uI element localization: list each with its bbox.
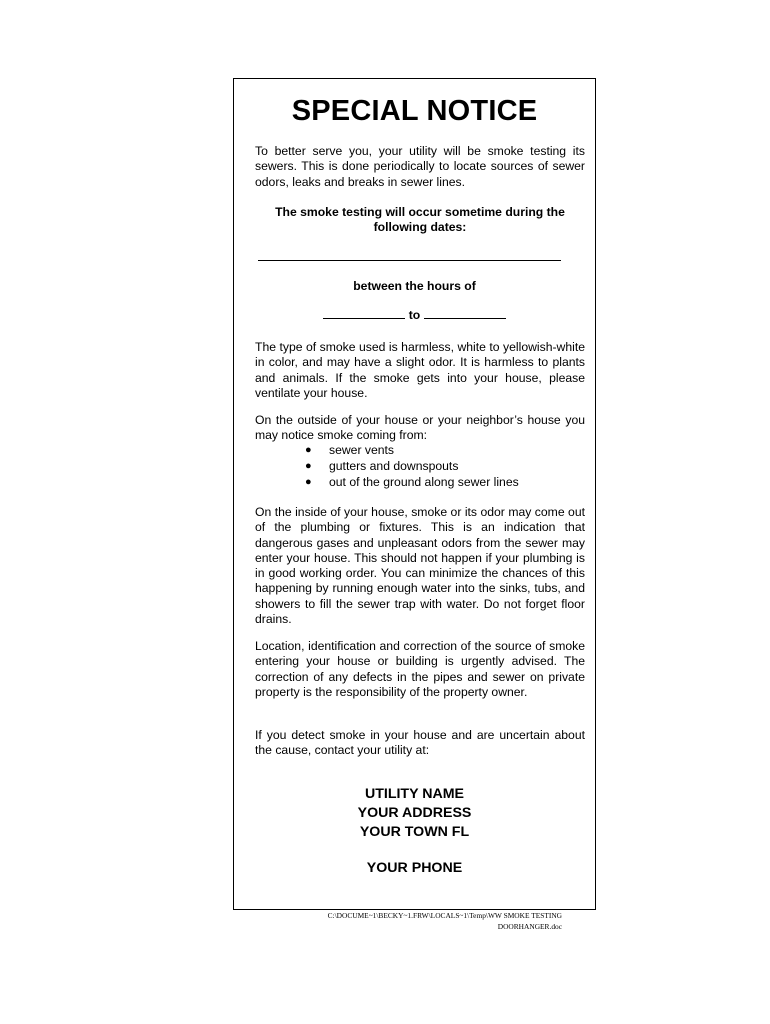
notice-box <box>233 78 596 910</box>
footer-path-line1: C:\DOCUME~1\BECKY~1.FRW\LOCALS~1\Temp\WW SMOKE TESTING <box>327 911 562 920</box>
utility-phone: YOUR PHONE <box>366 860 463 876</box>
inside-paragraph: On the inside of your house, smoke or its odor may come out of the plumbing or fixtures. This is an indication that dangerous gases and unpleasant odors from the sewer may enter your house. This should not happen if your plumbing is in good working order. You can minimize the chances of this happening by running enough water into the sinks, tubs, and showers to fill the sewer trap with water. Do not forget floor drains. <box>255 505 585 627</box>
bullet-icon: ● <box>305 459 312 472</box>
dates-heading: The smoke testing will occur sometime during the following dates: <box>275 205 565 235</box>
footer-file-path <box>300 911 562 932</box>
bullet-icon: ● <box>305 444 312 456</box>
hours-to-label: to <box>408 308 421 322</box>
utility-name: UTILITY NAME <box>364 786 465 802</box>
hours-label: between the hours of <box>353 279 476 293</box>
dates-blank-line <box>258 260 561 261</box>
list-item: ● sewer vents <box>305 443 395 457</box>
list-item: ● out of the ground along sewer lines <box>305 474 519 489</box>
bullet-icon: ● <box>305 475 312 488</box>
outside-intro-paragraph: On the outside of your house or your neighbor’s house you may notice smoke coming from: <box>255 413 585 443</box>
utility-town: YOUR TOWN FL <box>359 824 470 840</box>
smoke-type-paragraph: The type of smoke used is harmless, white to yellowish-white in color, and may have a slight odor. It is harmless to plants and animals. If the smoke gets into your house, please ventilate your house. <box>255 340 585 400</box>
footer-path-line2: DOORHANGER.doc <box>497 921 562 931</box>
intro-paragraph: To better serve you, your utility will be smoke testing its sewers. This is done periodically to locate sources of sewer odors, leaks and breaks in sewer lines. <box>255 144 585 189</box>
list-item: ● gutters and downspouts <box>305 458 459 473</box>
utility-address: YOUR ADDRESS <box>357 805 472 821</box>
hours-range <box>234 308 595 322</box>
location-paragraph: Location, identification and correction of the source of smoke entering your house or building is urgently advised. The correction of any defects in the pipes and sewer on private property is the responsibility of the property owner. <box>255 639 585 699</box>
notice-title: SPECIAL NOTICE <box>291 95 538 127</box>
outside-list <box>302 443 519 490</box>
end-time-blank <box>424 308 506 319</box>
detect-paragraph: If you detect smoke in your house and are uncertain about the cause, contact your utility at: <box>255 728 585 758</box>
start-time-blank <box>323 308 405 319</box>
